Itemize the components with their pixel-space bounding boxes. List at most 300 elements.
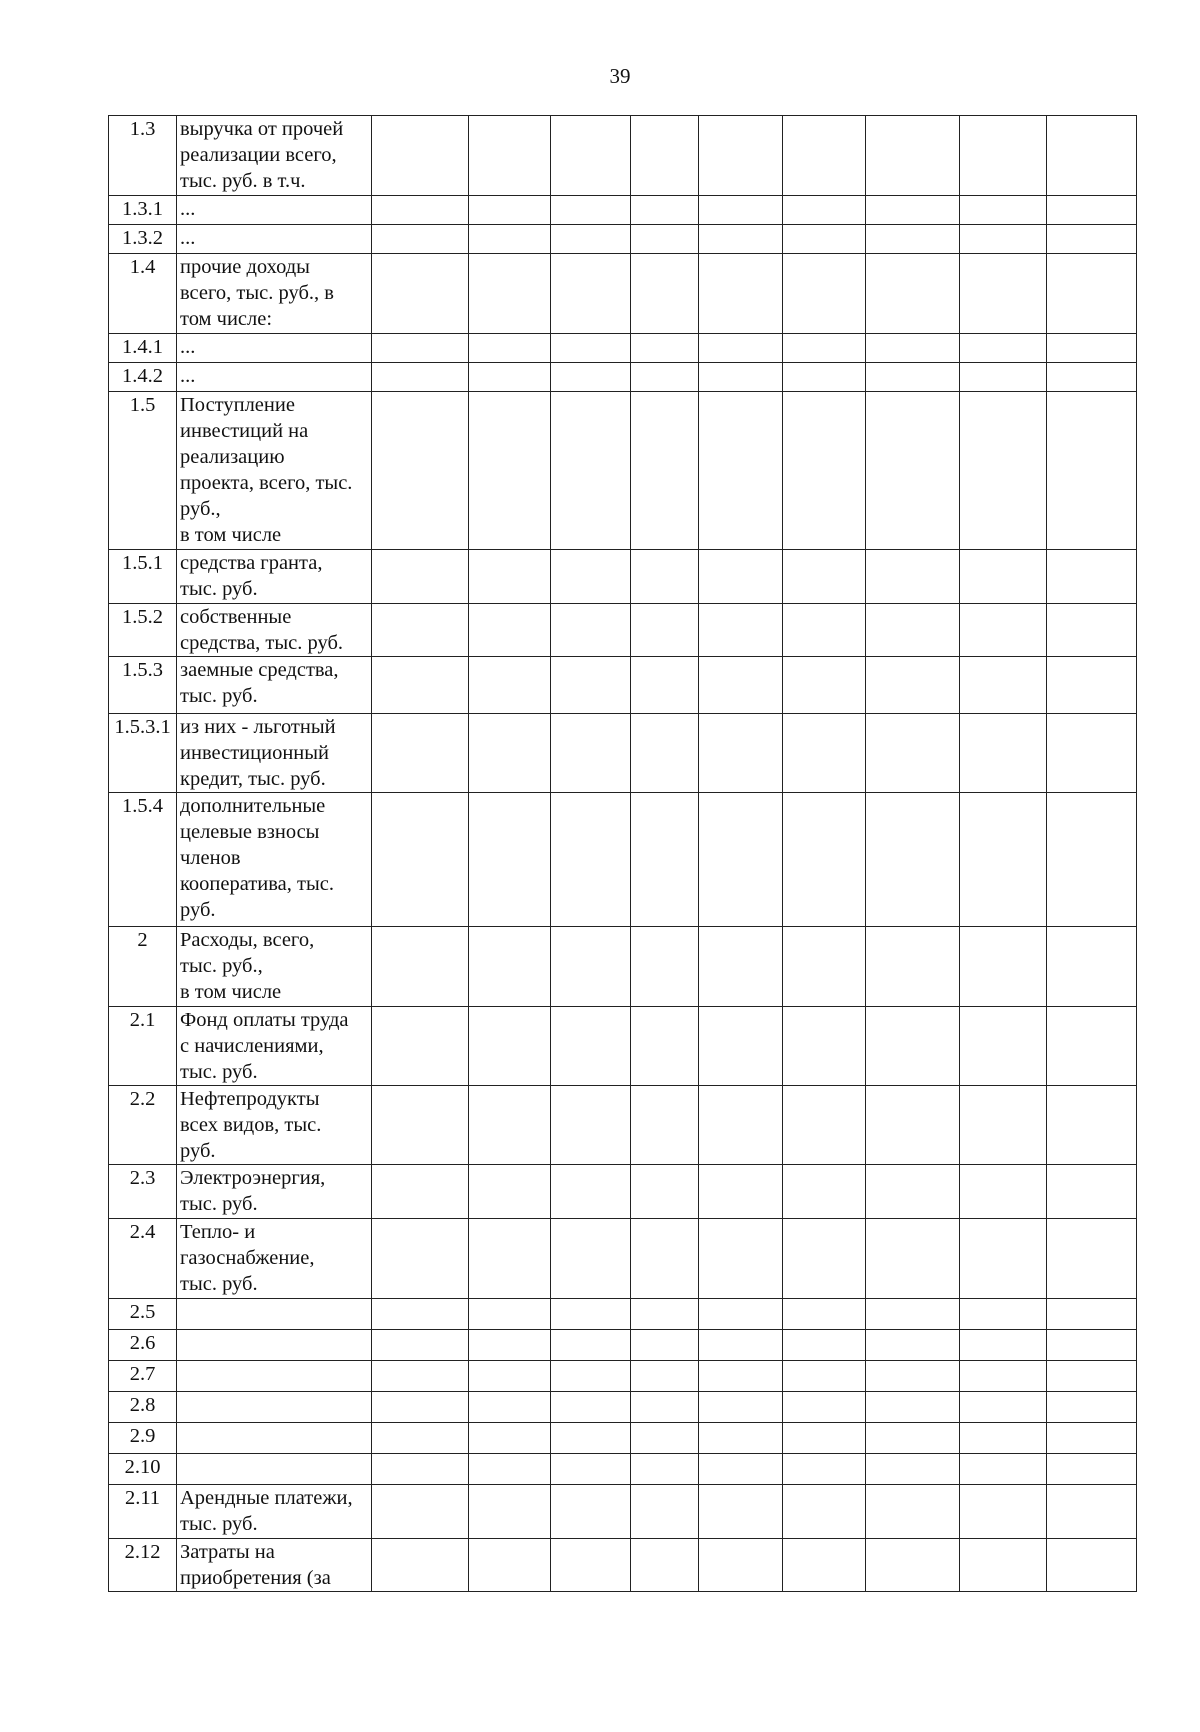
empty-value-cell[interactable] [783, 1423, 866, 1454]
empty-value-cell[interactable] [1047, 116, 1137, 196]
empty-value-cell[interactable] [372, 1086, 469, 1165]
empty-value-cell[interactable] [372, 254, 469, 334]
empty-value-cell[interactable] [1047, 1485, 1137, 1539]
row-number-cell: 1.5.2 [109, 604, 177, 657]
empty-value-cell[interactable] [783, 1454, 866, 1485]
row-label-cell: заемные средства, тыс. руб. [177, 657, 372, 714]
row-number-cell: 2.7 [109, 1361, 177, 1392]
empty-value-cell[interactable] [372, 1423, 469, 1454]
empty-value-cell[interactable] [866, 604, 960, 657]
empty-value-cell[interactable] [783, 392, 866, 550]
empty-value-cell[interactable] [960, 392, 1047, 550]
empty-value-cell[interactable] [699, 1219, 783, 1299]
row-label-cell: из них - льготный инвестиционный кредит, тыс. руб. [177, 714, 372, 793]
empty-value-cell[interactable] [960, 1299, 1047, 1330]
empty-value-cell[interactable] [960, 1423, 1047, 1454]
empty-value-cell[interactable] [631, 116, 699, 196]
empty-value-cell[interactable] [960, 1086, 1047, 1165]
empty-value-cell[interactable] [783, 254, 866, 334]
empty-value-cell[interactable] [699, 1485, 783, 1539]
row-label-cell: собственные средства, тыс. руб. [177, 604, 372, 657]
empty-value-cell[interactable] [551, 1485, 631, 1539]
row-number-cell: 1.3.1 [109, 196, 177, 225]
empty-value-cell[interactable] [960, 1454, 1047, 1485]
empty-value-cell[interactable] [372, 1299, 469, 1330]
table-row [109, 1485, 1137, 1539]
empty-value-cell[interactable] [372, 392, 469, 550]
row-label-cell: ... [177, 196, 372, 225]
empty-value-cell[interactable] [699, 927, 783, 1007]
empty-value-cell[interactable] [551, 927, 631, 1007]
empty-value-cell[interactable] [1047, 392, 1137, 550]
row-number-cell: 1.5.4 [109, 793, 177, 927]
row-number-cell: 1.4 [109, 254, 177, 334]
empty-value-cell[interactable] [469, 1361, 551, 1392]
empty-value-cell[interactable] [783, 604, 866, 657]
row-label-cell [177, 1299, 372, 1330]
empty-value-cell[interactable] [469, 196, 551, 225]
empty-value-cell[interactable] [783, 1219, 866, 1299]
empty-value-cell[interactable] [866, 1086, 960, 1165]
empty-value-cell[interactable] [699, 1165, 783, 1219]
empty-value-cell[interactable] [631, 1454, 699, 1485]
empty-value-cell[interactable] [1047, 334, 1137, 363]
empty-value-cell[interactable] [469, 657, 551, 714]
row-label-cell: прочие доходы всего, тыс. руб., в том числе: [177, 254, 372, 334]
row-label-cell: Расходы, всего, тыс. руб., в том числе [177, 927, 372, 1007]
empty-value-cell[interactable] [372, 116, 469, 196]
empty-value-cell[interactable] [1047, 1299, 1137, 1330]
empty-value-cell[interactable] [1047, 550, 1137, 604]
empty-value-cell[interactable] [699, 793, 783, 927]
row-number-cell: 2.4 [109, 1219, 177, 1299]
empty-value-cell[interactable] [551, 1086, 631, 1165]
empty-value-cell[interactable] [631, 334, 699, 363]
empty-value-cell[interactable] [1047, 1330, 1137, 1361]
row-label-cell: ... [177, 363, 372, 392]
financial-plan-table [108, 115, 1137, 1592]
empty-value-cell[interactable] [1047, 1086, 1137, 1165]
table-row [109, 225, 1137, 254]
empty-value-cell[interactable] [960, 714, 1047, 793]
empty-value-cell[interactable] [699, 1007, 783, 1086]
empty-value-cell[interactable] [631, 1219, 699, 1299]
table-row [109, 334, 1137, 363]
empty-value-cell[interactable] [372, 1007, 469, 1086]
empty-value-cell[interactable] [372, 714, 469, 793]
row-number-cell: 2.11 [109, 1485, 177, 1539]
empty-value-cell[interactable] [631, 1086, 699, 1165]
empty-value-cell[interactable] [866, 116, 960, 196]
empty-value-cell[interactable] [372, 604, 469, 657]
row-number-cell: 2.1 [109, 1007, 177, 1086]
empty-value-cell[interactable] [783, 334, 866, 363]
empty-value-cell[interactable] [866, 196, 960, 225]
empty-value-cell[interactable] [866, 363, 960, 392]
empty-value-cell[interactable] [551, 1392, 631, 1423]
row-label-cell: Тепло- и газоснабжение, тыс. руб. [177, 1219, 372, 1299]
empty-value-cell[interactable] [783, 793, 866, 927]
table-row [109, 1361, 1137, 1392]
table-row [109, 714, 1137, 793]
row-label-cell [177, 1392, 372, 1423]
empty-value-cell[interactable] [372, 550, 469, 604]
empty-value-cell[interactable] [960, 225, 1047, 254]
table-row [109, 363, 1137, 392]
empty-value-cell[interactable] [783, 196, 866, 225]
empty-value-cell[interactable] [1047, 254, 1137, 334]
row-label-cell: Арендные платежи, тыс. руб. [177, 1485, 372, 1539]
empty-value-cell[interactable] [631, 363, 699, 392]
empty-value-cell[interactable] [551, 1539, 631, 1592]
table-row [109, 657, 1137, 714]
empty-value-cell[interactable] [783, 1007, 866, 1086]
empty-value-cell[interactable] [631, 1485, 699, 1539]
empty-value-cell[interactable] [699, 334, 783, 363]
empty-value-cell[interactable] [551, 550, 631, 604]
empty-value-cell[interactable] [866, 1392, 960, 1423]
empty-value-cell[interactable] [866, 334, 960, 363]
empty-value-cell[interactable] [469, 363, 551, 392]
empty-value-cell[interactable] [372, 334, 469, 363]
empty-value-cell[interactable] [372, 1330, 469, 1361]
empty-value-cell[interactable] [1047, 1539, 1137, 1592]
empty-value-cell[interactable] [960, 254, 1047, 334]
empty-value-cell[interactable] [1047, 1007, 1137, 1086]
page-number: 39 [609, 64, 631, 88]
empty-value-cell[interactable] [372, 1539, 469, 1592]
empty-value-cell[interactable] [699, 196, 783, 225]
row-label-cell: ... [177, 334, 372, 363]
empty-value-cell[interactable] [699, 714, 783, 793]
table-row [109, 1392, 1137, 1423]
empty-value-cell[interactable] [699, 550, 783, 604]
empty-value-cell[interactable] [551, 1299, 631, 1330]
empty-value-cell[interactable] [469, 225, 551, 254]
empty-value-cell[interactable] [960, 793, 1047, 927]
empty-value-cell[interactable] [631, 225, 699, 254]
empty-value-cell[interactable] [551, 1219, 631, 1299]
empty-value-cell[interactable] [699, 1086, 783, 1165]
empty-value-cell[interactable] [631, 1539, 699, 1592]
empty-value-cell[interactable] [551, 793, 631, 927]
row-label-cell: дополнительные целевые взносы членов кооператива, тыс. руб. [177, 793, 372, 927]
empty-value-cell[interactable] [699, 116, 783, 196]
empty-value-cell[interactable] [783, 714, 866, 793]
empty-value-cell[interactable] [1047, 1454, 1137, 1485]
empty-value-cell[interactable] [699, 1330, 783, 1361]
empty-value-cell[interactable] [1047, 1219, 1137, 1299]
empty-value-cell[interactable] [960, 550, 1047, 604]
empty-value-cell[interactable] [469, 604, 551, 657]
empty-value-cell[interactable] [631, 604, 699, 657]
empty-value-cell[interactable] [960, 1539, 1047, 1592]
empty-value-cell[interactable] [551, 1165, 631, 1219]
empty-value-cell[interactable] [631, 196, 699, 225]
empty-value-cell[interactable] [469, 714, 551, 793]
empty-value-cell[interactable] [551, 334, 631, 363]
empty-value-cell[interactable] [372, 1485, 469, 1539]
empty-value-cell[interactable] [551, 1330, 631, 1361]
empty-value-cell[interactable] [469, 550, 551, 604]
empty-value-cell[interactable] [551, 1361, 631, 1392]
row-label-cell: Электроэнергия, тыс. руб. [177, 1165, 372, 1219]
table-body [109, 116, 1137, 1592]
table-row [109, 1299, 1137, 1330]
empty-value-cell[interactable] [783, 1539, 866, 1592]
empty-value-cell[interactable] [551, 225, 631, 254]
empty-value-cell[interactable] [960, 1392, 1047, 1423]
empty-value-cell[interactable] [866, 793, 960, 927]
empty-value-cell[interactable] [631, 550, 699, 604]
table-row [109, 254, 1137, 334]
empty-value-cell[interactable] [631, 1330, 699, 1361]
row-number-cell: 1.4.1 [109, 334, 177, 363]
empty-value-cell[interactable] [1047, 714, 1137, 793]
empty-value-cell[interactable] [631, 1007, 699, 1086]
table-row [109, 1423, 1137, 1454]
empty-value-cell[interactable] [551, 1454, 631, 1485]
empty-value-cell[interactable] [372, 1392, 469, 1423]
table-row [109, 1165, 1137, 1219]
table-row [109, 793, 1137, 927]
empty-value-cell[interactable] [960, 116, 1047, 196]
table-row [109, 1330, 1137, 1361]
empty-value-cell[interactable] [960, 363, 1047, 392]
empty-value-cell[interactable] [866, 1454, 960, 1485]
empty-value-cell[interactable] [631, 392, 699, 550]
row-number-cell: 1.5 [109, 392, 177, 550]
table-row [109, 116, 1137, 196]
empty-value-cell[interactable] [960, 657, 1047, 714]
empty-value-cell[interactable] [469, 1454, 551, 1485]
row-label-cell [177, 1454, 372, 1485]
empty-value-cell[interactable] [866, 1539, 960, 1592]
empty-value-cell[interactable] [631, 1299, 699, 1330]
empty-value-cell[interactable] [783, 363, 866, 392]
empty-value-cell[interactable] [469, 1485, 551, 1539]
row-number-cell: 2.2 [109, 1086, 177, 1165]
row-label-cell: Поступление инвестиций на реализацию проекта, всего, тыс. руб., в том числе [177, 392, 372, 550]
empty-value-cell[interactable] [699, 1423, 783, 1454]
empty-value-cell[interactable] [1047, 1165, 1137, 1219]
empty-value-cell[interactable] [699, 225, 783, 254]
empty-value-cell[interactable] [866, 714, 960, 793]
empty-value-cell[interactable] [699, 363, 783, 392]
empty-value-cell[interactable] [699, 1299, 783, 1330]
empty-value-cell[interactable] [551, 196, 631, 225]
empty-value-cell[interactable] [469, 392, 551, 550]
row-label-cell: Затраты на приобретения (за [177, 1539, 372, 1592]
table-row [109, 1539, 1137, 1592]
empty-value-cell[interactable] [372, 196, 469, 225]
row-number-cell: 2.5 [109, 1299, 177, 1330]
empty-value-cell[interactable] [372, 1219, 469, 1299]
empty-value-cell[interactable] [960, 927, 1047, 1007]
empty-value-cell[interactable] [551, 254, 631, 334]
row-number-cell: 1.5.1 [109, 550, 177, 604]
empty-value-cell[interactable] [866, 550, 960, 604]
empty-value-cell[interactable] [699, 1361, 783, 1392]
empty-value-cell[interactable] [469, 1539, 551, 1592]
empty-value-cell[interactable] [469, 1330, 551, 1361]
row-number-cell: 2.12 [109, 1539, 177, 1592]
empty-value-cell[interactable] [631, 254, 699, 334]
empty-value-cell[interactable] [551, 714, 631, 793]
empty-value-cell[interactable] [783, 657, 866, 714]
empty-value-cell[interactable] [960, 1485, 1047, 1539]
empty-value-cell[interactable] [1047, 1423, 1137, 1454]
empty-value-cell[interactable] [631, 927, 699, 1007]
table-row [109, 604, 1137, 657]
empty-value-cell[interactable] [960, 1361, 1047, 1392]
empty-value-cell[interactable] [469, 1086, 551, 1165]
empty-value-cell[interactable] [699, 604, 783, 657]
empty-value-cell[interactable] [866, 1361, 960, 1392]
empty-value-cell[interactable] [469, 334, 551, 363]
empty-value-cell[interactable] [372, 1165, 469, 1219]
row-label-cell: Фонд оплаты труда с начислениями, тыс. руб. [177, 1007, 372, 1086]
empty-value-cell[interactable] [783, 1392, 866, 1423]
empty-value-cell[interactable] [783, 927, 866, 1007]
empty-value-cell[interactable] [866, 254, 960, 334]
empty-value-cell[interactable] [1047, 1361, 1137, 1392]
empty-value-cell[interactable] [1047, 927, 1137, 1007]
empty-value-cell[interactable] [551, 604, 631, 657]
empty-value-cell[interactable] [1047, 1392, 1137, 1423]
empty-value-cell[interactable] [866, 1423, 960, 1454]
empty-value-cell[interactable] [1047, 225, 1137, 254]
empty-value-cell[interactable] [699, 1454, 783, 1485]
empty-value-cell[interactable] [469, 1299, 551, 1330]
empty-value-cell[interactable] [866, 1485, 960, 1539]
empty-value-cell[interactable] [960, 334, 1047, 363]
empty-value-cell[interactable] [631, 1165, 699, 1219]
empty-value-cell[interactable] [1047, 657, 1137, 714]
empty-value-cell[interactable] [469, 793, 551, 927]
empty-value-cell[interactable] [783, 1330, 866, 1361]
empty-value-cell[interactable] [631, 1423, 699, 1454]
empty-value-cell[interactable] [699, 657, 783, 714]
empty-value-cell[interactable] [783, 550, 866, 604]
empty-value-cell[interactable] [866, 1165, 960, 1219]
empty-value-cell[interactable] [960, 1007, 1047, 1086]
empty-value-cell[interactable] [866, 1219, 960, 1299]
table-row [109, 1007, 1137, 1086]
empty-value-cell[interactable] [866, 657, 960, 714]
empty-value-cell[interactable] [783, 1485, 866, 1539]
empty-value-cell[interactable] [372, 1454, 469, 1485]
empty-value-cell[interactable] [866, 392, 960, 550]
empty-value-cell[interactable] [372, 225, 469, 254]
empty-value-cell[interactable] [960, 1219, 1047, 1299]
row-number-cell: 1.4.2 [109, 363, 177, 392]
empty-value-cell[interactable] [631, 714, 699, 793]
table-row [109, 1454, 1137, 1485]
table-row [109, 196, 1137, 225]
empty-value-cell[interactable] [551, 363, 631, 392]
empty-value-cell[interactable] [551, 116, 631, 196]
row-number-cell: 2 [109, 927, 177, 1007]
empty-value-cell[interactable] [699, 254, 783, 334]
empty-value-cell[interactable] [469, 1219, 551, 1299]
row-number-cell: 2.3 [109, 1165, 177, 1219]
row-number-cell: 1.3.2 [109, 225, 177, 254]
empty-value-cell[interactable] [1047, 363, 1137, 392]
empty-value-cell[interactable] [1047, 604, 1137, 657]
row-number-cell: 1.5.3 [109, 657, 177, 714]
empty-value-cell[interactable] [783, 1361, 866, 1392]
empty-value-cell[interactable] [1047, 793, 1137, 927]
empty-value-cell[interactable] [551, 392, 631, 550]
row-label-cell: средства гранта, тыс. руб. [177, 550, 372, 604]
empty-value-cell[interactable] [699, 392, 783, 550]
empty-value-cell[interactable] [960, 196, 1047, 225]
row-label-cell [177, 1361, 372, 1392]
empty-value-cell[interactable] [469, 1392, 551, 1423]
empty-value-cell[interactable] [469, 927, 551, 1007]
table-row [109, 392, 1137, 550]
empty-value-cell[interactable] [469, 1007, 551, 1086]
row-label-cell: Нефтепродукты всех видов, тыс. руб. [177, 1086, 372, 1165]
row-label-cell [177, 1330, 372, 1361]
empty-value-cell[interactable] [960, 1330, 1047, 1361]
empty-value-cell[interactable] [631, 793, 699, 927]
empty-value-cell[interactable] [469, 116, 551, 196]
empty-value-cell[interactable] [551, 1007, 631, 1086]
empty-value-cell[interactable] [783, 225, 866, 254]
row-label-cell: ... [177, 225, 372, 254]
row-number-cell: 1.5.3.1 [109, 714, 177, 793]
row-number-cell: 2.8 [109, 1392, 177, 1423]
empty-value-cell[interactable] [866, 1330, 960, 1361]
empty-value-cell[interactable] [372, 1361, 469, 1392]
empty-value-cell[interactable] [631, 657, 699, 714]
empty-value-cell[interactable] [372, 793, 469, 927]
empty-value-cell[interactable] [866, 1007, 960, 1086]
empty-value-cell[interactable] [783, 116, 866, 196]
empty-value-cell[interactable] [469, 1423, 551, 1454]
empty-value-cell[interactable] [783, 1299, 866, 1330]
empty-value-cell[interactable] [699, 1539, 783, 1592]
empty-value-cell[interactable] [551, 657, 631, 714]
empty-value-cell[interactable] [551, 1423, 631, 1454]
empty-value-cell[interactable] [960, 1165, 1047, 1219]
table-row [109, 927, 1137, 1007]
empty-value-cell[interactable] [469, 1165, 551, 1219]
table-row [109, 550, 1137, 604]
row-label-cell: выручка от прочей реализации всего, тыс. руб. в т.ч. [177, 116, 372, 196]
empty-value-cell[interactable] [1047, 196, 1137, 225]
empty-value-cell[interactable] [783, 1086, 866, 1165]
empty-value-cell[interactable] [372, 927, 469, 1007]
row-number-cell: 2.9 [109, 1423, 177, 1454]
table-row [109, 1086, 1137, 1165]
row-number-cell: 1.3 [109, 116, 177, 196]
empty-value-cell[interactable] [699, 1392, 783, 1423]
empty-value-cell[interactable] [783, 1165, 866, 1219]
empty-value-cell[interactable] [469, 254, 551, 334]
row-label-cell [177, 1423, 372, 1454]
empty-value-cell[interactable] [372, 657, 469, 714]
empty-value-cell[interactable] [631, 1361, 699, 1392]
empty-value-cell[interactable] [631, 1392, 699, 1423]
empty-value-cell[interactable] [866, 225, 960, 254]
empty-value-cell[interactable] [960, 604, 1047, 657]
empty-value-cell[interactable] [866, 927, 960, 1007]
empty-value-cell[interactable] [372, 363, 469, 392]
empty-value-cell[interactable] [866, 1299, 960, 1330]
